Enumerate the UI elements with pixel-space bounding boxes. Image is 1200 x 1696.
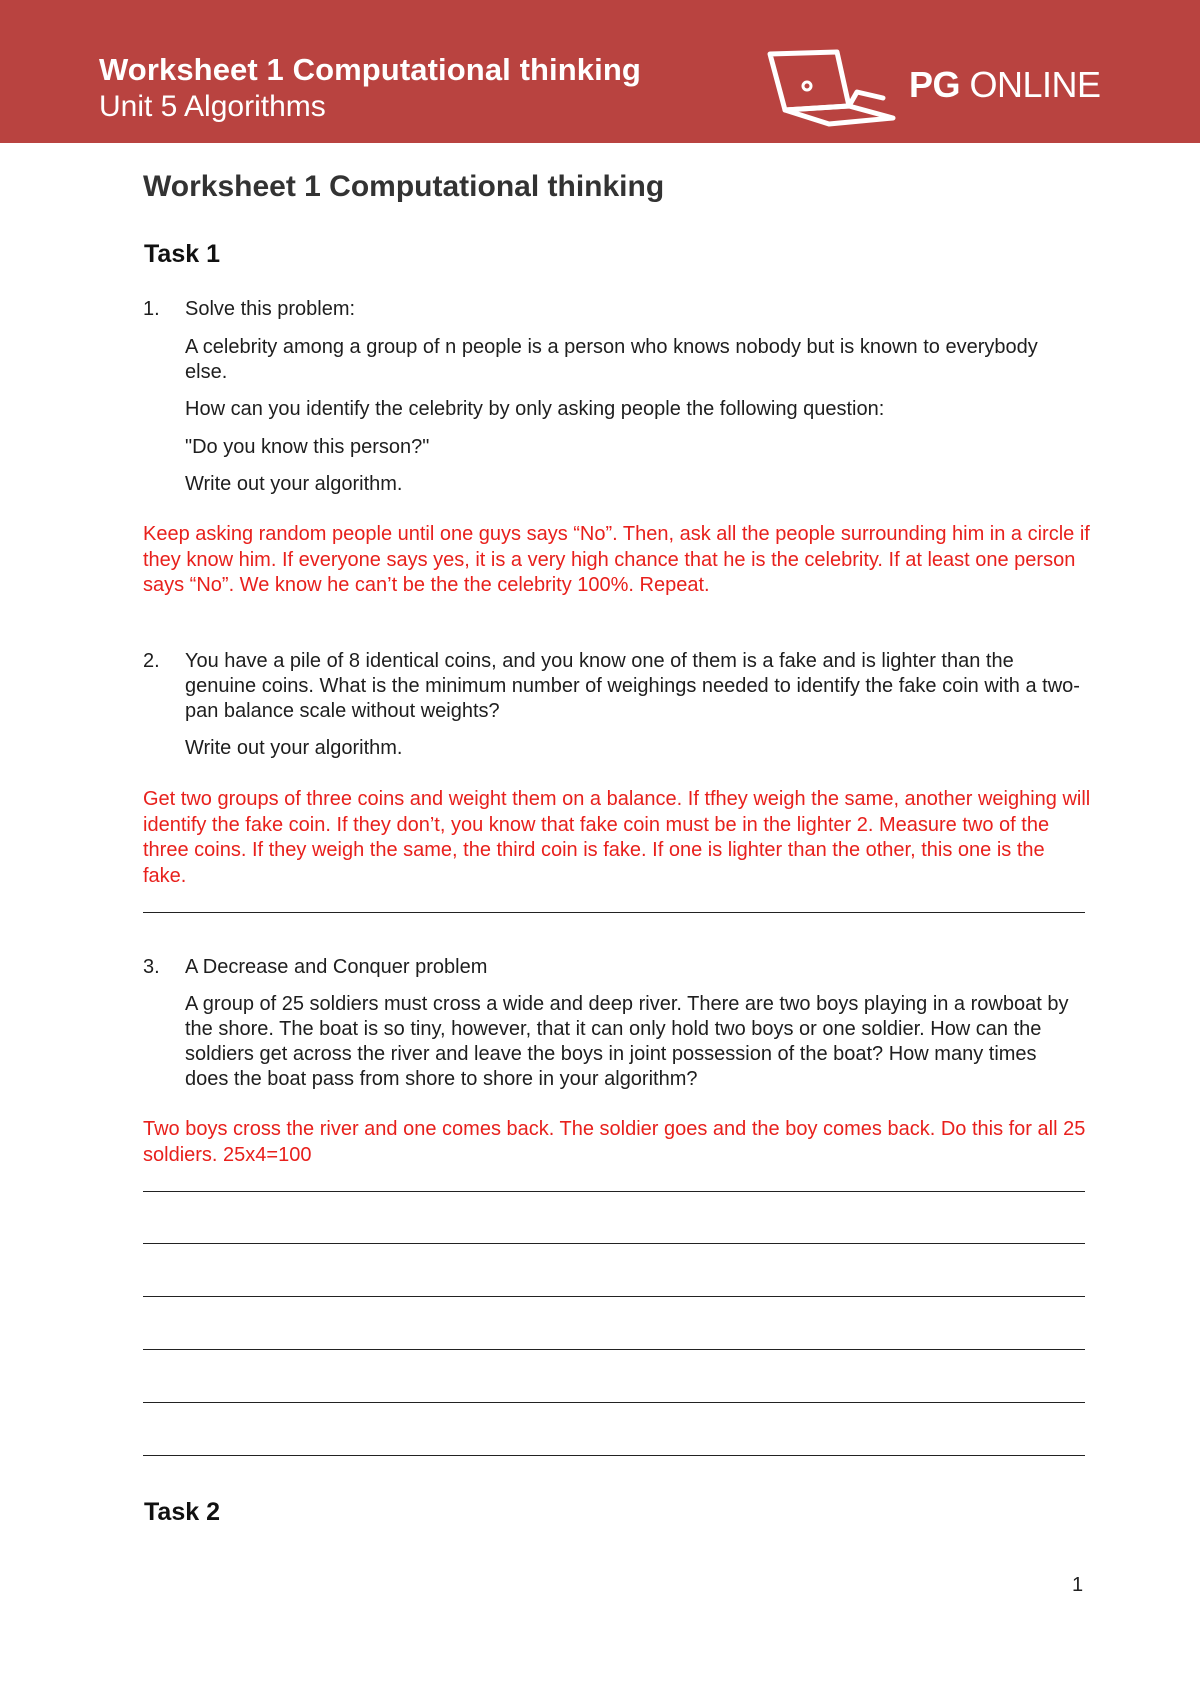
answer-line xyxy=(143,1243,1085,1244)
document-title: Worksheet 1 Computational thinking xyxy=(143,170,665,203)
question-2-answer: Get two groups of three coins and weight them on a balance. If tfhey weigh the same, another weighing will identify the fake coin. If they don’t, you know that fake coin must be in the lighter 2. Measure two of the three coins. If they weigh the same, the third coin is fake. If one is lighter than the other, this one is the fake. xyxy=(143,788,1091,887)
question-1-answer: Keep asking random people until one guys says “No”. Then, ask all the people surrounding him in a circle if they know him. If everyone says yes, it is a very high chance that he is the celebrity. If at least one person says “No”. We know he can’t be the the celebrity 100%. Repeat. xyxy=(143,523,1090,596)
question-2-write-algorithm: Write out your algorithm. xyxy=(185,737,403,759)
header-banner xyxy=(0,0,1200,143)
answer-line xyxy=(143,1349,1085,1350)
question-1-definition: A celebrity among a group of n people is a person who knows nobody but is known to everybody else. xyxy=(185,336,1038,383)
logo-text-bold: PG xyxy=(909,64,961,105)
laptop-logo-icon xyxy=(765,48,905,128)
question-2-prompt: You have a pile of 8 identical coins, and you know one of them is a fake and is lighter than the genuine coins. What is the minimum number of weighings needed to identify the fake coin with a two-pan balance scale without weights? xyxy=(185,650,1080,722)
question-1-instruction: How can you identify the celebrity by only asking people the following question: xyxy=(185,398,885,420)
task-1-heading: Task 1 xyxy=(144,240,220,268)
question-1-write-algorithm: Write out your algorithm. xyxy=(185,473,403,495)
question-3-prompt: A group of 25 soldiers must cross a wide and deep river. There are two boys playing in a rowboat by the shore. The boat is so tiny, however, that it can only hold two boys or one soldier. How can the soldiers get across the river and leave the boys in joint possession of the boat? How many times does the boat pass from shore to shore in your algorithm? xyxy=(185,993,1069,1090)
question-3-answer: Two boys cross the river and one comes back. The soldier goes and the boy comes back. Do this for all 25 soldiers. 25x4=100 xyxy=(143,1118,1086,1166)
pg-online-logo xyxy=(765,48,1105,128)
answer-line xyxy=(143,1191,1085,1192)
question-2-number: 2. xyxy=(143,650,160,672)
question-3-number: 3. xyxy=(143,956,160,978)
question-1-quote: "Do you know this person?" xyxy=(185,436,430,458)
answer-line xyxy=(143,1296,1085,1297)
question-1-number: 1. xyxy=(143,298,160,320)
question-1-prompt: Solve this problem: xyxy=(185,298,356,320)
page-number: 1 xyxy=(1072,1574,1084,1596)
logo-brand-text xyxy=(909,64,1101,106)
logo-text: ONLINE xyxy=(960,64,1101,105)
header-subtitle: Unit 5 Algorithms xyxy=(99,90,326,123)
question-3-title: A Decrease and Conquer problem xyxy=(185,956,488,978)
header-title: Worksheet 1 Computational thinking xyxy=(99,52,641,87)
answer-line xyxy=(143,1402,1085,1403)
answer-line xyxy=(143,1455,1085,1456)
answer-line xyxy=(143,912,1085,913)
task-2-heading: Task 2 xyxy=(144,1498,220,1526)
